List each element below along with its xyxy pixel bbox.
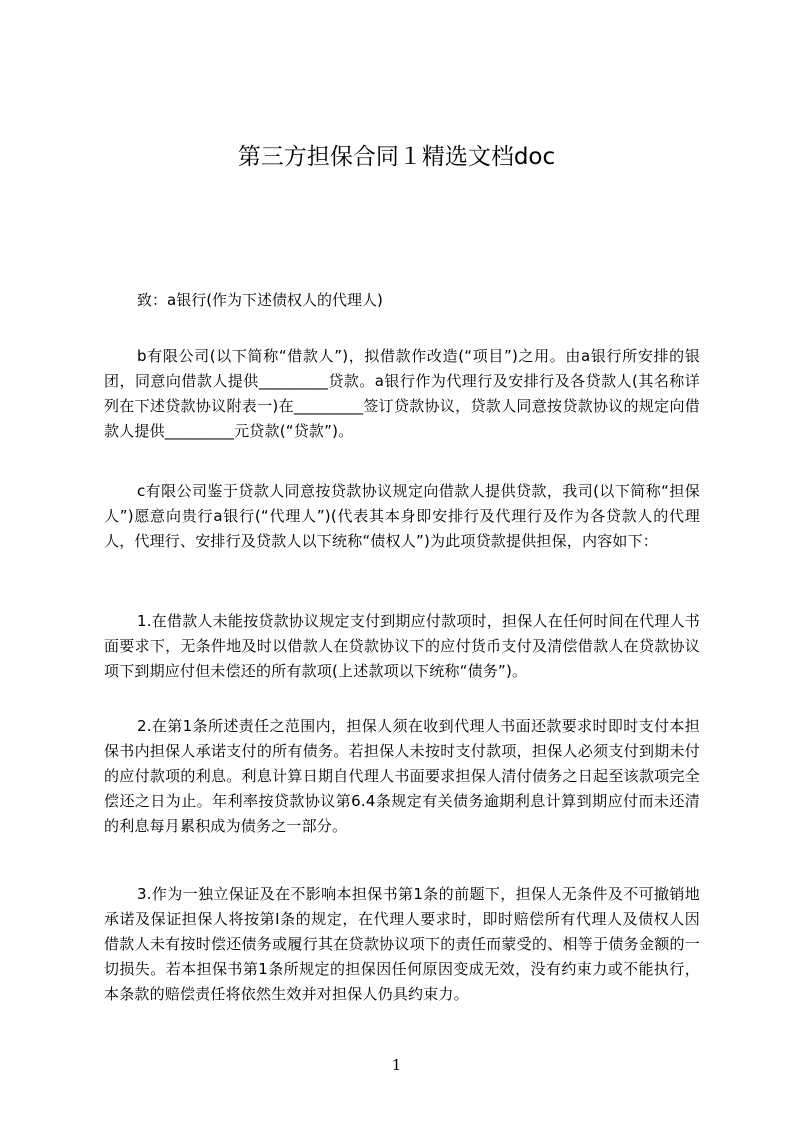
page-number: 1: [391, 1056, 402, 1074]
clause-2: 2.在第1条所述责任之范围内，担保人须在收到代理人书面还款要求时即时支付本担保书内担保人承诺支付的所有债务。若担保人未按时支付款项，担保人必须支付到期未付的应付款项的利息。利息计算日期自代理人书面要求担保人清付债务之日起至该款项完全偿还之日为止。年利率按贷款协议第6.4条规定有关债务逾期利息计算到期应付而未还清的利息每月累积成为债务之一部分。: [104, 717, 700, 835]
clause-3: 3.作为一独立保证及在不影响本担保书第1条的前题下，担保人无条件及不可撤销地承诺及保证担保人将按第Ⅰ条的规定，在代理人要求时，即时赔偿所有代理人及债权人因借款人未有按时偿还债务或履行其在贷款协议项下的责任而蒙受的、相等于债务金额的一切损失。若本担保书第1条所规定的担保因任何原因变成无效，没有约束力或不能执行，本条款的赔偿责任将依然生效并对担保人仍具约束力。: [104, 885, 700, 1003]
clause-1: 1.在借款人未能按贷款协议规定支付到期应付款项时，担保人在任何时间在代理人书面要求下，无条件地及时以借款人在贷款协议下的应付货币支付及清偿借款人在贷款协议项下到期应付但未偿还的所有款项(上述款项以下统称“债务”)。: [104, 612, 700, 680]
salutation: 致：a银行(作为下述债权人的代理人): [137, 291, 383, 309]
paragraph-borrower: b有限公司(以下简称“借款人”)，拟借款作改造(“项目”)之用。由a银行所安排的银团，同意向借款人提供_________贷款。a银行作为代理行及安排行及各贷款人(其名称详列在下述贷款协议附表一)在_________签订贷款协议，贷款人同意按贷款协议的规定向借款人提供_________元贷款(“贷款”)。: [104, 347, 700, 440]
document-title: 第三方担保合同１精选文档doc: [237, 144, 556, 170]
paragraph-guarantor: c有限公司鉴于贷款人同意按贷款协议规定向借款人提供贷款，我司(以下简称“担保人”)愿意向贵行a银行(“代理人”)(代表其本身即安排行及代理行及作为各贷款人的代理人，代理行、安排行及贷款人以下统称“债权人”)为此项贷款提供担保，内容如下：: [104, 482, 700, 550]
